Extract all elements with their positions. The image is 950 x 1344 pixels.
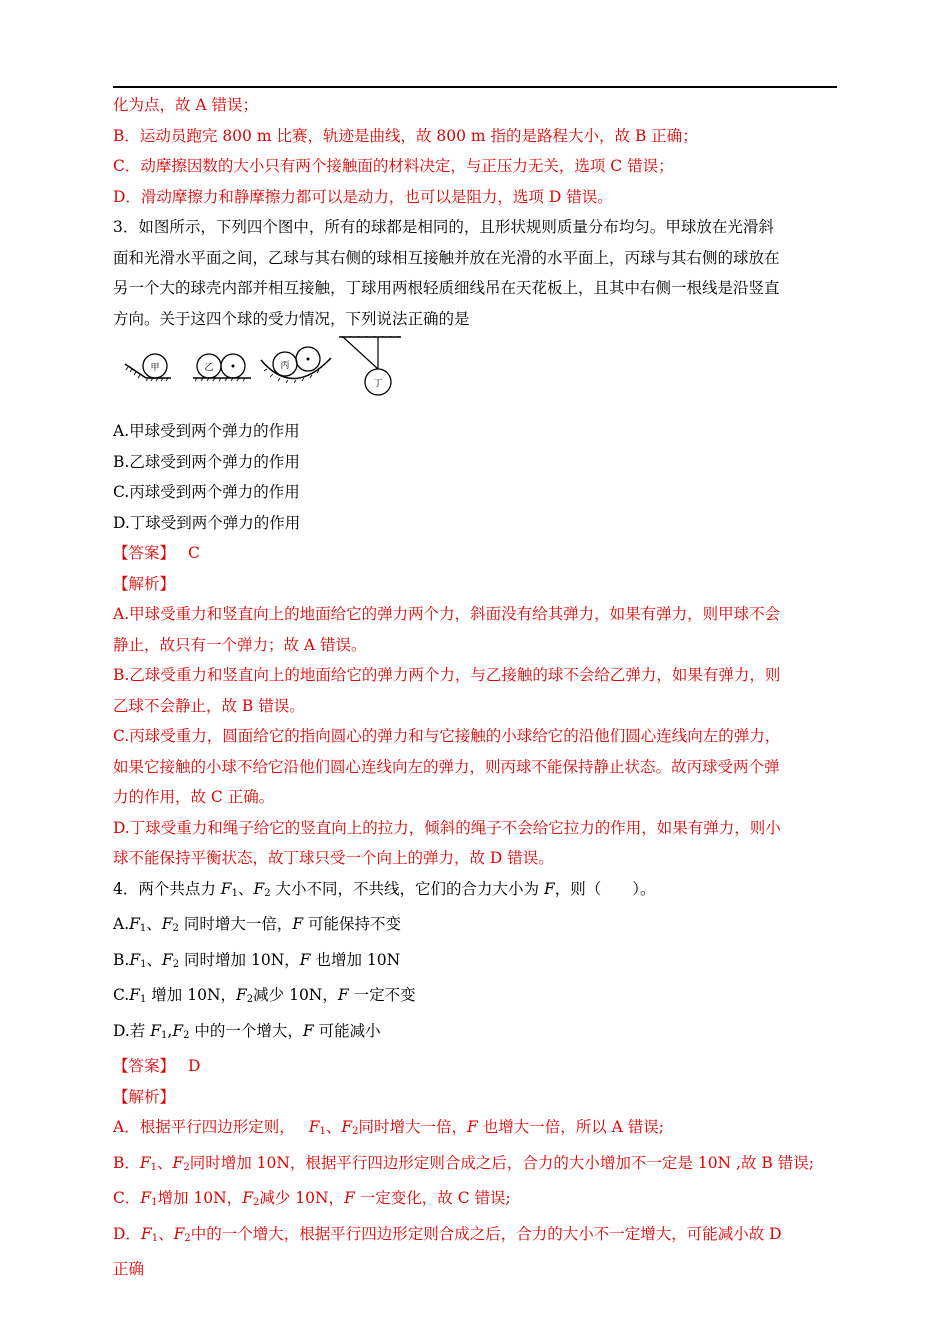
answer-value: D: [187, 1057, 201, 1075]
q4-option-b: $B.F_1$、$F_2$ 同时增加 10N，F 也增加 10N: [113, 950, 401, 970]
q3-stem-line: 另一个大的球壳内部并相互接触，丁球用两根轻质细线吊在天花板上，且其中右侧一根线是沿竖直: [113, 279, 780, 297]
label-ding: 丁: [373, 379, 383, 389]
q4-option-d: D.若 $F_1,F_2$ 中的一个增大，F 可能减小: [113, 1021, 381, 1041]
q3-analysis-line: 如果它接触的小球不给它沿他们圆心连线向左的弹力，则丙球不能保持静止状态。故丙球受两个弹: [113, 757, 780, 776]
page-content: [113, 90, 837, 1285]
label-yi: 乙: [204, 363, 214, 373]
ball-center: [307, 358, 310, 361]
q4-analysis-label: 【解析】: [113, 1087, 176, 1106]
q4-answer: [113, 1051, 837, 1082]
q3-stem-line: 面和光滑水平面之间，乙球与其右侧的球相互接触并放在光滑的水平面上，丙球与其右侧的球放在: [113, 248, 780, 267]
prev-analysis-line: B．运动员跑完 800 m 比赛，轨迹是曲线，故 800 m 指的是路程大小，故 B 正确；: [113, 126, 698, 145]
slanted-string: [343, 337, 378, 369]
q4-option-a: $A.F_1$、$F_2$ 同时增大一倍，F 可能保持不变: [113, 915, 402, 934]
q4-analysis-c: C．$F_1$增加 10N，$F_2$减少 10N，F 一定变化，故 C 错误;: [113, 1189, 511, 1208]
question-4: [113, 874, 837, 1285]
q4-analysis-d: D．$F_1$、$F_2$中的一个增大，根据平行四边形定则合成之后，合力的大小不一定增大，可能减小故 D: [113, 1224, 782, 1244]
diagram-ding: [339, 336, 401, 395]
q3-option-d: D.丁球受到两个弹力的作用: [113, 513, 301, 532]
q3-analysis-line: 静止，故只有一个弹力；故 A 错误。: [113, 635, 367, 654]
q3-analysis-line: D.丁球受重力和绳子给它的竖直向上的拉力，倾斜的绳子不会给它拉力的作用，如果有弹力，则小: [113, 818, 781, 837]
answer-label: 【答案】: [113, 544, 176, 562]
q3-option-b: B.乙球受到两个弹力的作用: [113, 452, 300, 471]
ball-center: [232, 365, 235, 368]
q3-analysis-line: 球不能保持平衡状态，故丁球只受一个向上的弹力，故 D 错误。: [113, 849, 554, 867]
label-jia: 甲: [150, 363, 160, 373]
q4-stem: 4．两个共点力 $F_1$、$F_2$ 大小不同，不共线，它们的合力大小为 F，则（ ）。: [113, 879, 656, 899]
q3-analysis-line: 乙球不会静止，故 B 错误。: [113, 696, 305, 715]
ball-diagrams: [121, 336, 411, 412]
q3-figure: [113, 334, 837, 416]
answer-label: 【答案】: [113, 1057, 176, 1075]
q4-analysis-b: B．$F_1$、$F_2$同时增加 10N，根据平行四边形定则合成之后，合力的大小增加不一定是 10N ,故 B 错误;: [113, 1153, 814, 1173]
q4-option-c: $C.F_1$ 增加 10N，$F_2$减少 10N，F 一定不变: [113, 986, 416, 1005]
prev-analysis-line: D．滑动摩擦力和静摩擦力都可以是动力，也可以是阻力，选项 D 错误。: [113, 187, 613, 206]
q3-analysis-label: 【解析】: [113, 574, 176, 593]
diagram-jia: [125, 354, 171, 381]
prev-analysis-line: C．动摩擦因数的大小只有两个接触面的材料决定，与正压力无关，选项 C 错误；: [113, 157, 674, 175]
q3-stem-line: 3．如图所示，下列四个图中，所有的球都是相同的，且形状规则质量分布均匀。甲球放在光滑斜: [113, 218, 774, 236]
q3-option-c: C.丙球受到两个弹力的作用: [113, 483, 300, 501]
q3-analysis-line: A.甲球受重力和竖直向上的地面给它的弹力两个力，斜面没有给其弹力，如果有弹力，则甲球不会: [113, 605, 781, 623]
q3-analysis-line: 力的作用，故 C 正确。: [113, 788, 275, 806]
diagram-yi: [193, 354, 251, 381]
prev-analysis-line: 化为点，故 A 错误；: [113, 96, 259, 114]
q3-analysis-line: B.乙球受重力和竖直向上的地面给它的弹力两个力，与乙接触的球不会给乙弹力，如果有弹力，则: [113, 666, 781, 684]
q3-option-a: A.甲球受到两个弹力的作用: [113, 422, 300, 440]
q3-stem-line: 方向。关于这四个球的受力情况，下列说法正确的是: [113, 309, 470, 328]
question-3: [113, 212, 837, 874]
diagram-bing: [261, 347, 331, 383]
q3-answer: [113, 538, 837, 569]
label-bing: 丙: [280, 361, 290, 371]
q4-analysis-d-cont: 正确: [113, 1260, 145, 1278]
answer-value: C: [187, 544, 200, 562]
q3-analysis-line: C.丙球受重力，圆面给它的指向圆心的弹力和与它接触的小球给它的沿他们圆心连线向左的弹力，: [113, 727, 781, 745]
q4-analysis-a: A．根据平行四边形定则， $F_1$、$F_2$同时增大一倍，F 也增大一倍，所以 A 错误;: [113, 1118, 664, 1137]
header-rule: [113, 86, 837, 88]
